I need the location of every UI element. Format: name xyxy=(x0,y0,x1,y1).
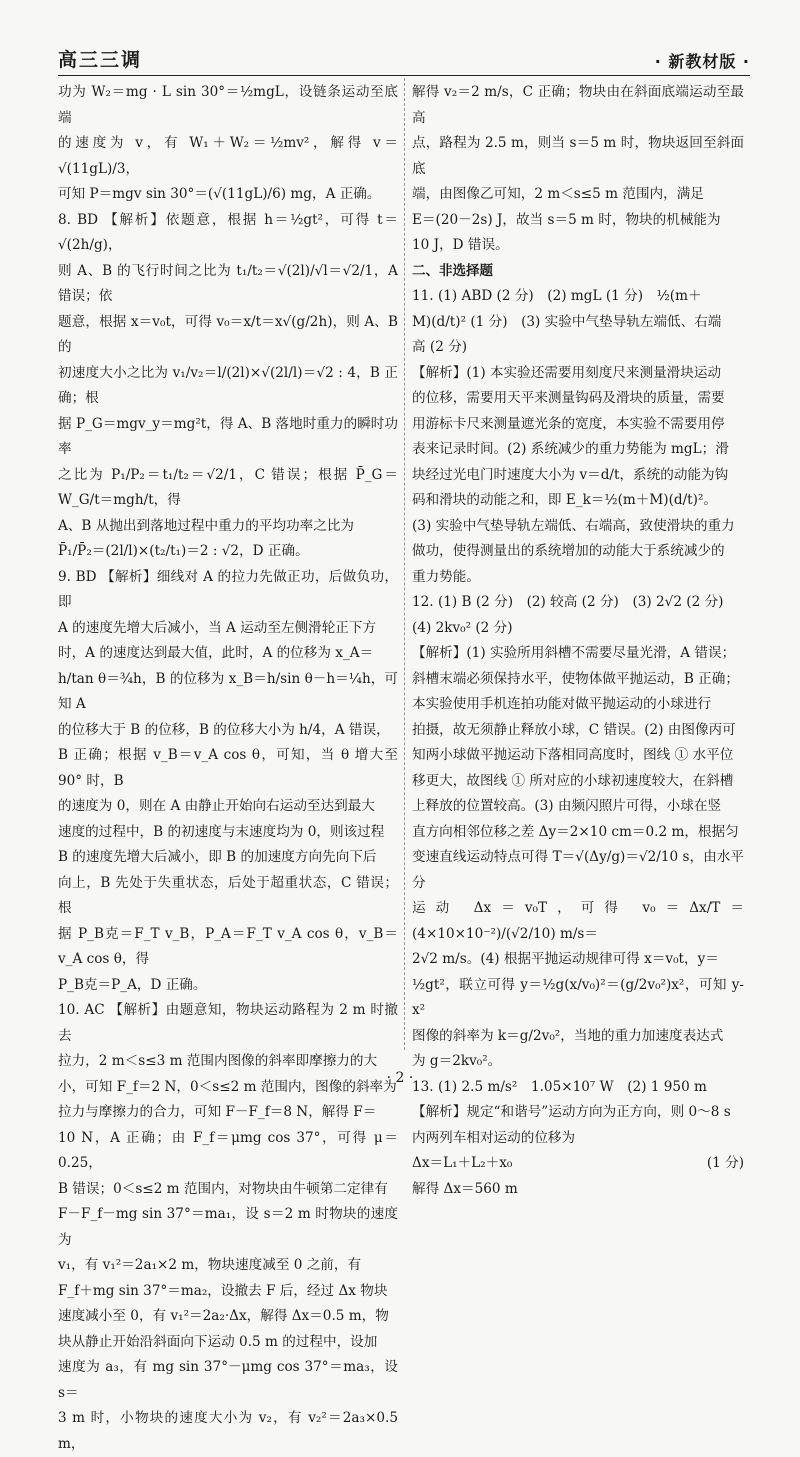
text-line: E＝(20－2s) J，故当 s＝5 m 时，物块的机械能为 xyxy=(412,211,721,228)
column-divider xyxy=(404,78,405,1050)
answer-8-line: 8. BD 【解析】依题意，根据 h＝½gt²，可得 t＝√(2h/g)， xyxy=(58,211,398,253)
text-line: F_f＋mg sin 37°＝ma₂，设撤去 F 后，经过 Δx 物块 xyxy=(58,1282,388,1299)
text-line: 端，由图像乙可知，2 m＜s≤5 m 范围内，满足 xyxy=(412,186,704,202)
left-column xyxy=(58,80,398,1452)
text-line: 初速度大小之比为 v₁/v₂＝l/(2l)×√(2l/l)＝√2 : 4，B 正确；根 xyxy=(58,364,398,406)
page-header xyxy=(58,42,750,76)
text-line: 变速直线运动特点可得 T＝√(Δy/g)＝√2/10 s，由水平分 xyxy=(412,849,744,891)
text-line: 点，路程为 2.5 m，则当 s＝5 m 时，物块返回至斜面底 xyxy=(412,135,744,177)
text-line: 速度的过程中，B 的初速度与末速度均为 0，则该过程 xyxy=(58,823,385,840)
text-line: 拍摄，故无须静止释放小球，C 错误。(2) 由图像丙可 xyxy=(412,721,736,738)
text-line: 重力势能。 xyxy=(412,568,480,585)
text-line: 知两小球做平抛运动下落相同高度时，图线 ① 水平位 xyxy=(412,747,734,763)
text-line: 拉力，2 m＜s≤3 m 范围内图像的斜率即摩擦力的大 xyxy=(58,1053,378,1069)
text-line: 图像的斜率为 k＝g/2v₀²，当地的重力加速度表达式 xyxy=(412,1027,724,1044)
header-title: 高三三调 xyxy=(58,49,143,71)
right-column xyxy=(412,80,744,1197)
text-line: B 错误；0＜s≤2 m 范围内，对物块由牛顿第二定律有 xyxy=(58,1180,388,1197)
text-line: F－F_f－mg sin 37°＝ma₁，设 s＝2 m 时物块的速度为 xyxy=(58,1206,398,1248)
equation-line xyxy=(412,1151,744,1177)
text-line: (3) 实验中气垫导轨左端低、右端高，致使滑块的重力 xyxy=(412,517,735,534)
text-line: 10 J，D 错误。 xyxy=(412,237,509,253)
text-line: 为 g＝2kv₀²。 xyxy=(412,1053,502,1069)
text-line: 块经过光电门时速度大小为 v＝d/t，系统的动能为钩 xyxy=(412,466,729,483)
page-number: · 2 · xyxy=(386,1070,414,1086)
text-line: 表来记录时间。(2) 系统减少的重力势能为 mgL；滑 xyxy=(412,441,729,457)
text-line: 【解析】规定“和谐号”运动方向为正方向，则 0～8 s xyxy=(412,1104,731,1120)
text-line: 运动 Δx＝v₀T，可得 v₀＝Δx/T＝(4×10×10⁻²)/(√2/10) m/s＝ xyxy=(412,900,744,942)
text-line: 据 P_B克＝F_T v_B，P_A＝F_T v_A cos θ，v_B＝v_A cos θ，得 xyxy=(58,925,398,967)
text-line: 移更大，故图线 ① 所对应的小球初速度较大，在斜槽 xyxy=(412,772,734,789)
text-line: 高 (2 分) xyxy=(412,339,468,355)
text-line: P̄₁/P̄₂＝(2l/l)×(t₂/t₁)＝2 : √2，D 正确。 xyxy=(58,543,309,559)
text-line: A、B 从抛出到落地过程中重力的平均功率之比为 xyxy=(58,517,355,534)
text-line: B 正确；根据 v_B＝v_A cos θ，可知，当 θ 增大至 90° 时，B xyxy=(58,747,398,789)
text-line: 之比为 P₁/P₂＝t₁/t₂＝√2/1，C 错误；根据 P̄_G＝W_G/t＝mgh/t，得 xyxy=(58,466,398,508)
equation: Δx＝L₁＋L₂＋x₀ xyxy=(412,1155,513,1171)
text-line: 斜槽末端必须保持水平，使物体做平抛运动，B 正确； xyxy=(412,670,739,687)
text-line: 2√2 m/s。(4) 根据平抛运动规律可得 x＝v₀t，y＝ xyxy=(412,951,719,967)
text-line: 10 N，A 正确；由 F_f＝μmg cos 37°，可得 μ＝0.25， xyxy=(58,1129,398,1171)
text-line: (4) 2kv₀² (2 分) xyxy=(412,619,513,636)
text-line: 向上，B 先处于失重状态，后处于超重状态，C 错误；根 xyxy=(58,874,398,916)
text-line: 速度为 a₃，有 mg sin 37°－μmg cos 37°＝ma₃，设 s＝ xyxy=(58,1359,398,1401)
text-line: 解得 v₂＝2 m/s，C 正确；物块由在斜面底端运动至最高 xyxy=(412,84,744,126)
answer-9-line: 9. BD 【解析】细线对 A 的拉力先做正功，后做负功，即 xyxy=(58,568,398,610)
score-note: (1 分) xyxy=(706,1155,744,1171)
answer-12-line: 12. (1) B (2 分) (2) 较高 (2 分) (3) 2√2 (2 分) xyxy=(412,594,724,610)
text-line: A 的速度先增大后减小，当 A 运动至左侧滑轮正下方 xyxy=(58,619,377,636)
text-line: 直方向相邻位移之差 Δy＝2×10 cm＝0.2 m，根据匀 xyxy=(412,823,739,840)
text-line: 解得 Δx＝560 m xyxy=(412,1180,518,1197)
text-line: M)(d/t)² (1 分) (3) 实验中气垫导轨左端低、右端 xyxy=(412,313,722,330)
text-line: 【解析】(1) 本实验还需要用刻度尺来测量滑块运动 xyxy=(412,364,722,381)
text-line: 可知 P＝mgv sin 30°＝(√(11gL)/6) mg，A 正确。 xyxy=(58,186,381,202)
text-line: 时，A 的速度达到最大值，此时，A 的位移为 x_A＝ xyxy=(58,645,374,661)
text-line: 用游标卡尺来测量遮光条的宽度，本实验不需要用停 xyxy=(412,415,725,432)
text-line: 做功，使得测量出的系统增加的动能大于系统减少的 xyxy=(412,543,725,559)
text-line: 据 P_G＝mgv_y＝mg²t，得 A、B 落地时重力的瞬时功率 xyxy=(58,415,398,457)
header-edition: · 新教材版 · xyxy=(654,52,750,71)
text-line: 的速度为 0，则在 A 由静止开始向右运动至达到最大 xyxy=(58,798,375,814)
text-line: v₁，有 v₁²＝2a₁×2 m，物块速度减至 0 之前，有 xyxy=(58,1257,362,1273)
text-line: 本实验使用手机连拍功能对做平抛运动的小球进行 xyxy=(412,696,712,712)
text-line: 功为 W₂＝mg · L sin 30°＝½mgL，设链条运动至底端 xyxy=(58,84,398,126)
text-line: 的位移，需要用天平来测量钩码及滑块的质量，需要 xyxy=(412,390,725,406)
answer-11-line: 11. (1) ABD (2 分) (2) mgL (1 分) ½(m＋ xyxy=(412,288,702,304)
text-line: 的速度为 v，有 W₁＋W₂＝½mv²，解得 v＝√(11gL)/3， xyxy=(58,135,398,177)
answer-10-line: 10. AC 【解析】由题意知，物块运动路程为 2 m 时撤去 xyxy=(58,1002,398,1044)
text-line: h/tan θ＝¾h，B 的位移为 x_B＝h/sin θ－h＝¼h，可知 A xyxy=(58,670,398,712)
text-line: 上释放的位置较高。(3) 由频闪照片可得，小球在竖 xyxy=(412,798,722,814)
section-title: 二、非选择题 xyxy=(412,262,493,279)
text-line: 内两列车相对运动的位移为 xyxy=(412,1129,576,1146)
text-line: 的位移大于 B 的位移，B 的位移大小为 h/4，A 错误， xyxy=(58,721,390,738)
text-line: 码和滑块的动能之和，即 E_k＝½(m＋M)(d/t)²。 xyxy=(412,492,717,508)
text-line: P_B克＝P_A，D 正确。 xyxy=(58,976,207,993)
text-line: 块从静止开始沿斜面向下运动 0.5 m 的过程中，设加 xyxy=(58,1333,378,1350)
text-line: 题意，根据 x＝v₀t，可得 v₀＝x/t＝x√(g/2h)，则 A、B 的 xyxy=(58,313,398,355)
text-line: ½gt²，联立可得 y＝½g(x/v₀)²＝(g/2v₀²)x²，可知 y-x² xyxy=(412,976,744,1018)
text-line: B 的速度先增大后减小，即 B 的加速度方向先向下后 xyxy=(58,849,377,865)
text-line: 速度减小至 0，有 v₁²＝2a₂·Δx，解得 Δx＝0.5 m，物 xyxy=(58,1308,389,1324)
text-line: 则 A、B 的飞行时间之比为 t₁/t₂＝√(2l)/√l＝√2/1，A 错误；依 xyxy=(58,262,398,304)
text-line: 小，可知 F_f＝2 N，0＜s≤2 m 范围内，图像的斜率为 xyxy=(58,1078,397,1095)
text-line: 【解析】(1) 实验所用斜槽不需要尽量光滑，A 错误； xyxy=(412,645,736,661)
answer-13-line: 13. (1) 2.5 m/s² 1.05×10⁷ W (2) 1 950 m xyxy=(412,1078,707,1095)
text-line: 拉力与摩擦力的合力，可知 F－F_f＝8 N，解得 F＝ xyxy=(58,1104,377,1120)
text-line: 3 m 时，小物块的速度大小为 v₂，有 v₂²＝2a₃×0.5 m， xyxy=(58,1410,398,1452)
